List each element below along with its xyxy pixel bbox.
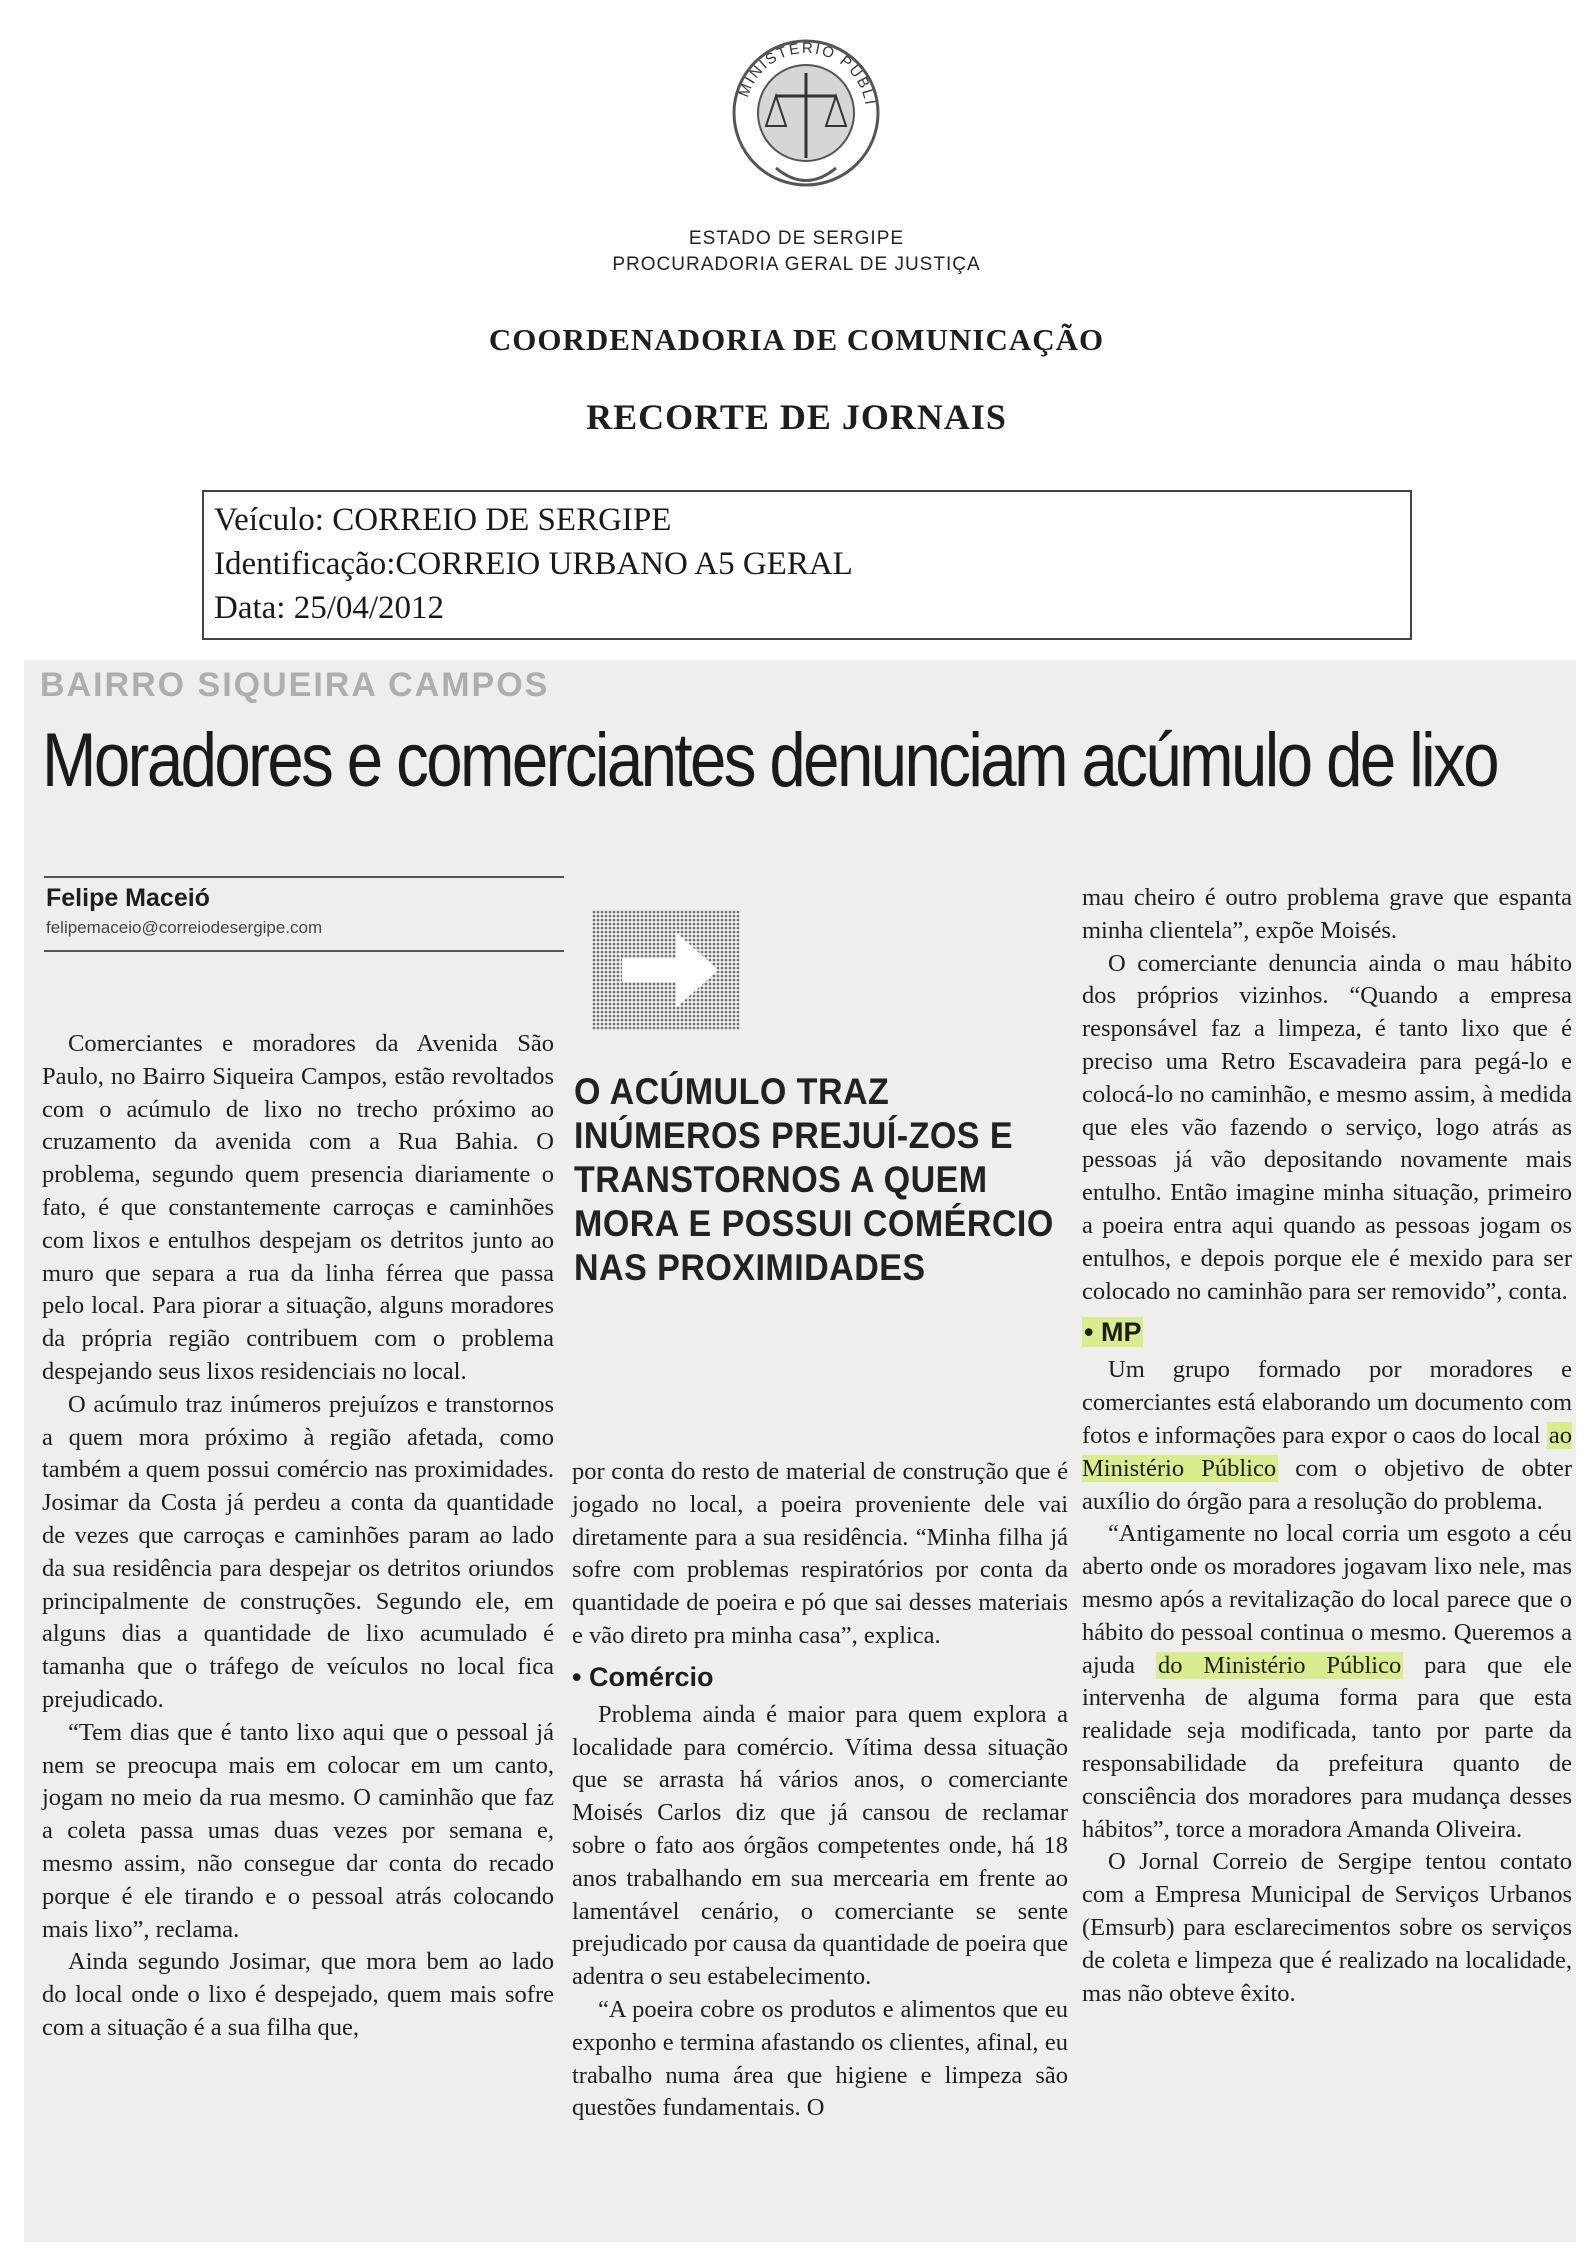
article-author: Felipe Maceió <box>46 884 210 912</box>
paragraph: por conta do resto de material de construção que é jogado no local, a poeira proveniente dele vai diretamente para a sua residência. “Minha filha já sofre com problemas respiratórios por conta da quantidade de poeira e pó que sai desses materiais e vão direto pra minha casa”, explica. <box>572 1458 1068 1649</box>
department-title: COORDENADORIA DE COMUNICAÇÃO <box>488 322 1105 357</box>
paragraph: O comerciante denuncia ainda o mau hábito dos próprios vizinhos. “Quando a empresa responsável faz a limpeza, é tanto lixo que é preciso uma Retro Escavadeira para pegá-lo e colocá-lo no caminhão, e mesmo assim, à medida que eles vão fazendo o serviço, logo atrás as pessoas já vão depositando novamente mais entulho. Então imagine minha situação, primeiro a poeira entra aqui quando as pessoas jogam os entulhos, e depois porque ele é mexido para ser colocado no caminhão para ser removido”, conta. <box>1082 949 1572 1305</box>
byline-rule-bottom <box>44 950 564 952</box>
newspaper-clipping <box>24 660 1576 2242</box>
arrow-icon <box>592 910 740 1030</box>
seal-icon <box>716 18 896 198</box>
byline-rule-top <box>44 876 564 878</box>
pull-quote-text: O ACÚMULO TRAZ INÚMEROS PREJUÍ-ZOS E TRANSTORNOS A QUEM MORA E POSSUI COMÉRCIO NAS PROXIMIDADES <box>574 1071 1054 1288</box>
pull-quote <box>574 910 1068 1290</box>
article-column-2 <box>572 1456 1068 2125</box>
author-email: felipemaceio@correiodesergipe.com <box>46 918 323 937</box>
highlight-ministerio-publico: ao Ministério Público <box>1082 1421 1572 1482</box>
article-column-3 <box>1082 882 1572 2010</box>
article-column-1 <box>42 1028 554 2045</box>
paragraph: “A poeira cobre os produtos e alimentos que eu exponho e termina afastando os clientes, afinal, eu trabalho numa área que higiene e limpeza são questões fundamentais. O <box>572 1995 1068 2122</box>
paragraph: “Antigamente no local corria um esgoto a céu aberto onde os moradores jogavam lixo nele, mas mesmo após a revitalização do local parece que o hábito do pessoal continua o mesmo. Queremos a ajuda do Ministério Público para que ele intervenha de alguma forma para que esta realidade seja modificada, tanto por parte da responsabilidade da prefeitura quanto de consciência dos moradores para mudança desses hábitos”, torce a moradora Amanda Oliveira. <box>1082 1520 1573 1843</box>
highlight-ministerio-publico-2: do Ministério Público <box>1157 1651 1402 1679</box>
ministerio-publico-seal <box>716 18 896 198</box>
paragraph: “Tem dias que é tanto lixo aqui que o pessoal já nem se preocupa mais em colocar em um canto, jogam no meio da rua mesmo. O caminhão que faz a coleta passa umas duas vezes por semana e, mesmo assim, não consegue dar conta do recado porque é ele tirando e o pessoal atrás colocando mais lixo”, reclama. <box>42 1718 554 1943</box>
subheading-mp-label: • MP <box>1084 1317 1142 1348</box>
subheading-comercio: • Comércio <box>572 1661 714 1692</box>
article-headline: Moradores e comerciantes denunciam acúmulo de lixo <box>42 718 1497 803</box>
paragraph: Ainda segundo Josimar, que mora bem ao lado do local onde o lixo é despejado, quem mais sofre com a situação é a sua filha que, <box>42 1948 554 2041</box>
identification-line: Identificação:CORREIO URBANO A5 GERAL <box>214 546 853 582</box>
office-name: PROCURADORIA GERAL DE JUSTIÇA <box>612 254 981 275</box>
paragraph: O acúmulo traz inúmeros prejuízos e transtornos a quem mora próximo à região afetada, como também a quem possui comércio nas proximidades. Josimar da Costa já perdeu a conta da quantidade de vezes que carroças e caminhões param ao lado da sua residência para despejar os detritos oriundos principalmente de construções. Segundo ele, em alguns dias a quantidade de lixo acumulado é tamanha que o tráfego de veículos no local fica prejudicado. <box>42 1390 554 1713</box>
article-kicker: BAIRRO SIQUEIRA CAMPOS <box>40 666 550 704</box>
svg-text:MINISTÉRIO PÚBLICO: MINISTÉRIO PÚBLI <box>735 39 879 108</box>
subheading-mp <box>1082 1314 1572 1350</box>
paragraph: O Jornal Correio de Sergipe tentou contato com a Empresa Municipal de Serviços Urbanos (Emsurb) para esclarecimentos sobre os serviços de coleta e limpeza que é realizado na localidade, mas não obteve êxito. <box>1082 1848 1572 2007</box>
paragraph: Comerciantes e moradores da Avenida São Paulo, no Bairro Siqueira Campos, estão revoltados com o acúmulo de lixo no trecho próximo ao cruzamento da avenida com a Rua Bahia. O problema, segundo quem presencia diariamente o fato, é que constantemente carroças e caminhões com lixos e entulhos despejam os detritos junto ao muro que separa a rua da linha férrea que passa pelo local. Para piorar a situação, alguns moradores da própria região contribuem com o problema despejando seus lixos residenciais no local. <box>42 1030 554 1385</box>
paragraph: Problema ainda é maior para quem explora a localidade para comércio. Vítima dessa situação que se arrasta há vários anos, o comerciante Moisés Carlos diz que já cansou de reclamar sobre o fato aos órgãos competentes onde, há 18 anos trabalhando em sua mercearia em frente ao lamentável cenário, o comerciante se sente prejudicado por causa da quantidade de poeira que adentra o seu estabelecimento. <box>572 1700 1068 1991</box>
section-title: RECORTE DE JORNAIS <box>586 397 1007 437</box>
state-name: ESTADO DE SERGIPE <box>688 228 905 249</box>
clipping-meta-box <box>202 490 1412 640</box>
date-line: Data: 25/04/2012 <box>214 590 445 626</box>
vehicle-line: Veículo: CORREIO DE SERGIPE <box>214 502 672 538</box>
paragraph: mau cheiro é outro problema grave que espanta minha clientela”, expõe Moisés. <box>1082 884 1572 944</box>
paragraph: Um grupo formado por moradores e comerciantes está elaborando um documento com fotos e informações para expor o caos do local ao Ministério Público com o objetivo de obter auxílio do órgão para a resolução do problema. <box>1082 1356 1572 1515</box>
